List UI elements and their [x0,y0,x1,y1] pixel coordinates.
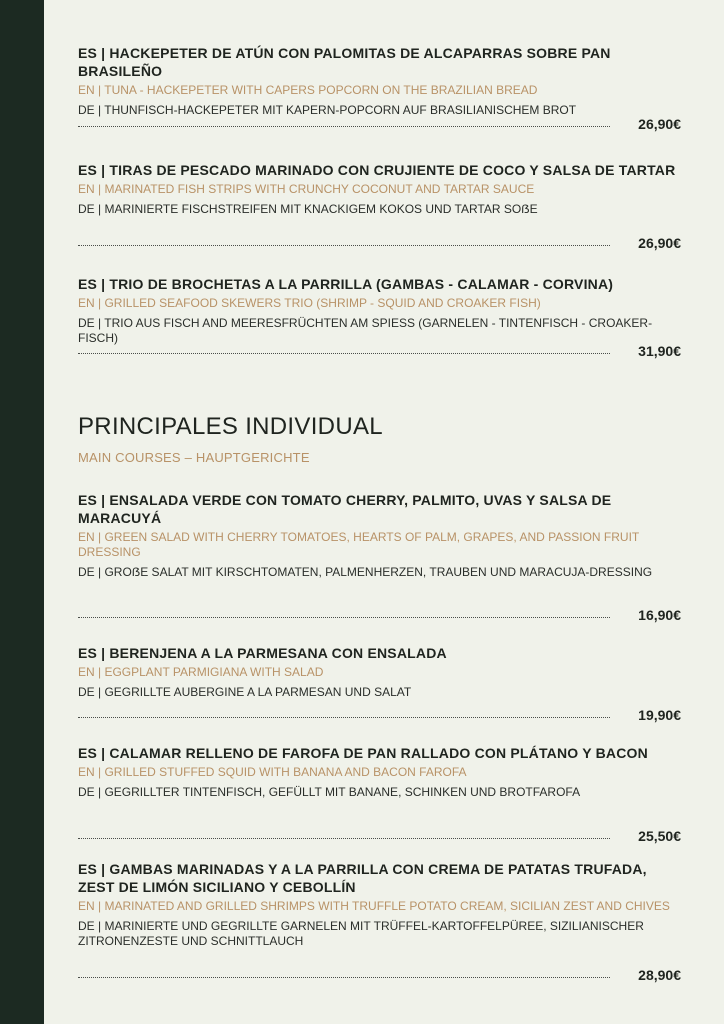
item-name-es: ES | BERENJENA A LA PARMESANA CON ENSALADA [78,645,447,661]
item-name-de: DE | MARINIERTE UND GEGRILLTE GARNELEN MIT TRÜFFEL-KARTOFFELPÜREE, SIZILIANISCHER ZITRONENZESTE UND SCHNITTLAUCH [78,919,644,948]
dotted-leader [78,353,610,355]
item-price: 26,90€ [638,235,681,251]
item-name-en: EN | TUNA - HACKEPETER WITH CAPERS POPCORN ON THE BRAZILIAN BREAD [78,83,538,97]
side-bar [0,0,44,1024]
price-row [78,607,683,633]
dotted-leader [78,126,610,128]
dotted-leader [78,617,610,619]
item-name-de: DE | GEGRILLTER TINTENFISCH, GEFÜLLT MIT BANANE, SCHINKEN UND BROTFAROFA [78,785,581,799]
item-name-de: DE | TRIO AUS FISCH AND MEERESFRÜCHTEN AM SPIESS (GARNELEN - TINTENFISCH - CROAKER-FISCH) [78,316,653,345]
item-name-es: ES | ENSALADA VERDE CON TOMATO CHERRY, PALMITO, UVAS Y SALSA DE MARACUYÁ [78,492,612,526]
item-name-en: EN | EGGPLANT PARMIGIANA WITH SALAD [78,665,324,679]
item-price: 28,90€ [638,967,681,983]
item-name-en: EN | MARINATED FISH STRIPS WITH CRUNCHY COCONUT AND TARTAR SAUCE [78,182,535,196]
menu-item [78,744,683,800]
item-name-es: ES | CALAMAR RELLENO DE FAROFA DE PAN RALLADO CON PLÁTANO Y BACON [78,745,648,761]
item-name-es: ES | TRIO DE BROCHETAS A LA PARRILLA (GAMBAS - CALAMAR - CORVINA) [78,276,614,292]
item-name-en: EN | MARINATED AND GRILLED SHRIMPS WITH TRUFFLE POTATO CREAM, SICILIAN ZEST AND CHIVES [78,899,670,913]
menu-item [78,860,683,949]
menu-item [78,491,683,580]
item-name-en: EN | GREEN SALAD WITH CHERRY TOMATOES, HEARTS OF PALM, GRAPES, AND PASSION FRUIT DRESSING [78,530,640,559]
menu-item [78,44,683,118]
item-price: 31,90€ [638,343,681,359]
dotted-leader [78,717,610,719]
item-name-de: DE | GEGRILLTE AUBERGINE A LA PARMESAN UND SALAT [78,685,412,699]
item-price: 26,90€ [638,116,681,132]
price-row [78,235,683,261]
dotted-leader [78,977,610,979]
item-name-es: ES | TIRAS DE PESCADO MARINADO CON CRUJIENTE DE COCO Y SALSA DE TARTAR [78,162,676,178]
item-price: 19,90€ [638,707,681,723]
dotted-leader [78,838,610,840]
section-title: PRINCIPALES INDIVIDUAL [78,413,383,440]
item-name-de: DE | MARINIERTE FISCHSTREIFEN MIT KNACKIGEM KOKOS UND TARTAR SOẞE [78,202,538,216]
dotted-leader [78,245,610,247]
item-price: 16,90€ [638,607,681,623]
item-name-de: DE | GROẞE SALAT MIT KIRSCHTOMATEN, PALMENHERZEN, TRAUBEN UND MARACUJA-DRESSING [78,565,653,579]
price-row [78,967,683,993]
menu-item [78,644,683,700]
price-row [78,707,683,733]
item-name-de: DE | THUNFISCH-HACKEPETER MIT KAPERN-POPCORN AUF BRASILIANISCHEM BROT [78,103,577,117]
price-row [78,343,683,369]
price-row [78,828,683,854]
item-price: 25,50€ [638,828,681,844]
price-row [78,116,683,142]
item-name-en: EN | GRILLED SEAFOOD SKEWERS TRIO (SHRIMP - SQUID AND CROAKER FISH) [78,296,541,310]
item-name-es: ES | GAMBAS MARINADAS Y A LA PARRILLA CON CREMA DE PATATAS TRUFADA, ZEST DE LIMÓN SICILIANO Y CEBOLLÍN [78,861,647,895]
menu-item [78,275,683,346]
item-name-en: EN | GRILLED STUFFED SQUID WITH BANANA AND BACON FAROFA [78,765,467,779]
section-subtitle: MAIN COURSES – HAUPTGERICHTE [78,450,310,465]
menu-item [78,161,683,217]
item-name-es: ES | HACKEPETER DE ATÚN CON PALOMITAS DE ALCAPARRAS SOBRE PAN BRASILEÑO [78,45,611,79]
